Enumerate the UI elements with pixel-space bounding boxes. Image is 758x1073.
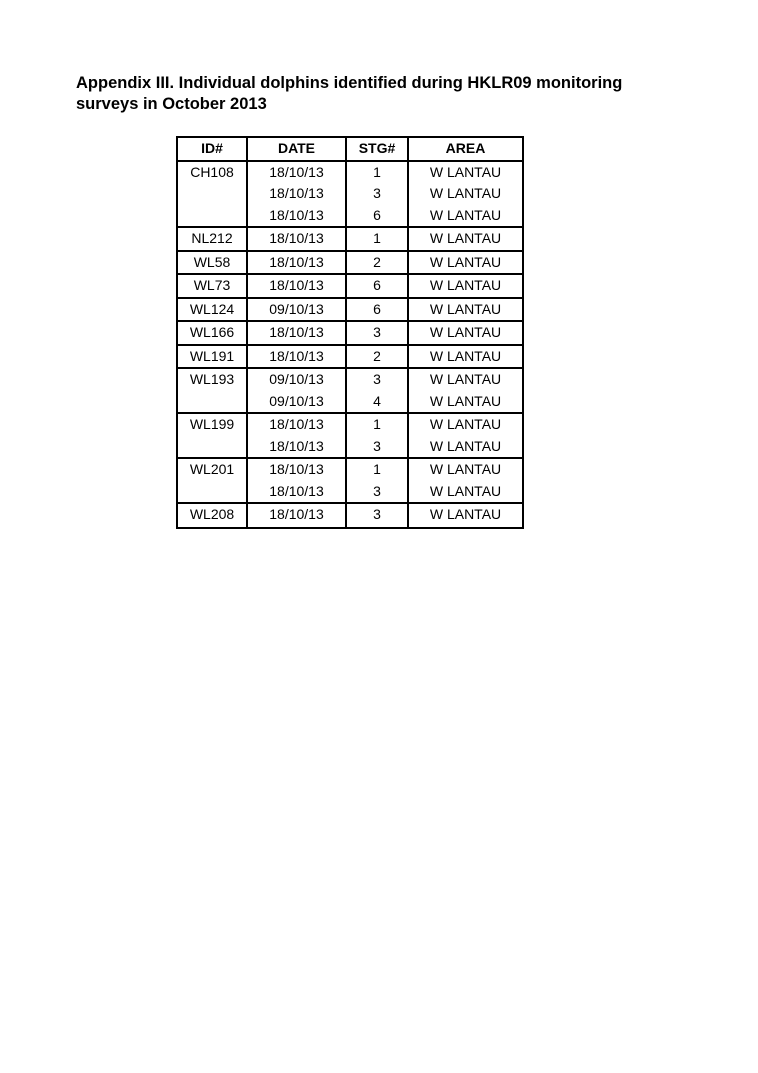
table-row <box>177 413 523 436</box>
cell-stg: 1 <box>346 413 408 436</box>
cell-area: W LANTAU <box>408 205 523 228</box>
cell-date: 18/10/13 <box>247 183 346 205</box>
cell-id: WL201 <box>177 458 247 481</box>
table-header-row <box>177 137 523 161</box>
cell-stg: 3 <box>346 503 408 528</box>
header-date: DATE <box>247 137 346 161</box>
cell-date: 18/10/13 <box>247 345 346 369</box>
cell-stg: 4 <box>346 391 408 414</box>
dolphin-identification-table <box>176 136 524 529</box>
cell-area: W LANTAU <box>408 436 523 459</box>
cell-stg: 3 <box>346 436 408 459</box>
cell-date: 18/10/13 <box>247 458 346 481</box>
table-row <box>177 503 523 528</box>
cell-date: 18/10/13 <box>247 161 346 184</box>
table-row <box>177 183 523 205</box>
cell-id: NL212 <box>177 227 247 251</box>
cell-id: WL58 <box>177 251 247 275</box>
cell-id: WL199 <box>177 413 247 436</box>
table-row <box>177 227 523 251</box>
cell-stg: 6 <box>346 298 408 322</box>
table-row <box>177 321 523 345</box>
cell-area: W LANTAU <box>408 481 523 504</box>
header-area: AREA <box>408 137 523 161</box>
table-row <box>177 274 523 298</box>
cell-id: WL193 <box>177 368 247 391</box>
cell-area: W LANTAU <box>408 298 523 322</box>
cell-stg: 1 <box>346 458 408 481</box>
header-id: ID# <box>177 137 247 161</box>
cell-date: 18/10/13 <box>247 503 346 528</box>
cell-area: W LANTAU <box>408 368 523 391</box>
cell-stg: 3 <box>346 183 408 205</box>
table-row <box>177 391 523 414</box>
cell-stg: 6 <box>346 274 408 298</box>
cell-date: 18/10/13 <box>247 436 346 459</box>
cell-area: W LANTAU <box>408 345 523 369</box>
cell-stg: 3 <box>346 321 408 345</box>
cell-stg: 1 <box>346 161 408 184</box>
cell-date: 18/10/13 <box>247 274 346 298</box>
cell-id <box>177 205 247 228</box>
cell-id: CH108 <box>177 161 247 184</box>
cell-id: WL73 <box>177 274 247 298</box>
cell-stg: 6 <box>346 205 408 228</box>
cell-area: W LANTAU <box>408 413 523 436</box>
cell-area: W LANTAU <box>408 458 523 481</box>
cell-stg: 3 <box>346 368 408 391</box>
cell-id: WL191 <box>177 345 247 369</box>
cell-date: 18/10/13 <box>247 413 346 436</box>
cell-date: 09/10/13 <box>247 391 346 414</box>
cell-area: W LANTAU <box>408 251 523 275</box>
cell-stg: 3 <box>346 481 408 504</box>
table-row <box>177 161 523 184</box>
cell-area: W LANTAU <box>408 321 523 345</box>
table-row <box>177 345 523 369</box>
cell-area: W LANTAU <box>408 503 523 528</box>
cell-stg: 2 <box>346 345 408 369</box>
table-body <box>177 161 523 528</box>
cell-stg: 1 <box>346 227 408 251</box>
page-title <box>76 73 716 115</box>
cell-area: W LANTAU <box>408 183 523 205</box>
cell-date: 18/10/13 <box>247 251 346 275</box>
table-row <box>177 481 523 504</box>
cell-area: W LANTAU <box>408 274 523 298</box>
cell-date: 18/10/13 <box>247 321 346 345</box>
cell-area: W LANTAU <box>408 391 523 414</box>
table-row <box>177 205 523 228</box>
table-row <box>177 436 523 459</box>
table-row <box>177 251 523 275</box>
table-row <box>177 298 523 322</box>
table-row <box>177 458 523 481</box>
cell-date: 18/10/13 <box>247 205 346 228</box>
cell-date: 18/10/13 <box>247 227 346 251</box>
cell-id: WL208 <box>177 503 247 528</box>
cell-stg: 2 <box>346 251 408 275</box>
dolphin-table-container <box>176 136 524 529</box>
header-stg: STG# <box>346 137 408 161</box>
cell-area: W LANTAU <box>408 161 523 184</box>
table-row <box>177 368 523 391</box>
cell-id <box>177 183 247 205</box>
page-title-line-2: surveys in October 2013 <box>76 95 267 113</box>
cell-date: 18/10/13 <box>247 481 346 504</box>
cell-date: 09/10/13 <box>247 368 346 391</box>
cell-id <box>177 436 247 459</box>
cell-id <box>177 391 247 414</box>
cell-date: 09/10/13 <box>247 298 346 322</box>
cell-id: WL124 <box>177 298 247 322</box>
cell-id <box>177 481 247 504</box>
cell-area: W LANTAU <box>408 227 523 251</box>
page-title-line-1: Appendix III. Individual dolphins identified during HKLR09 monitoring <box>76 74 623 92</box>
cell-id: WL166 <box>177 321 247 345</box>
